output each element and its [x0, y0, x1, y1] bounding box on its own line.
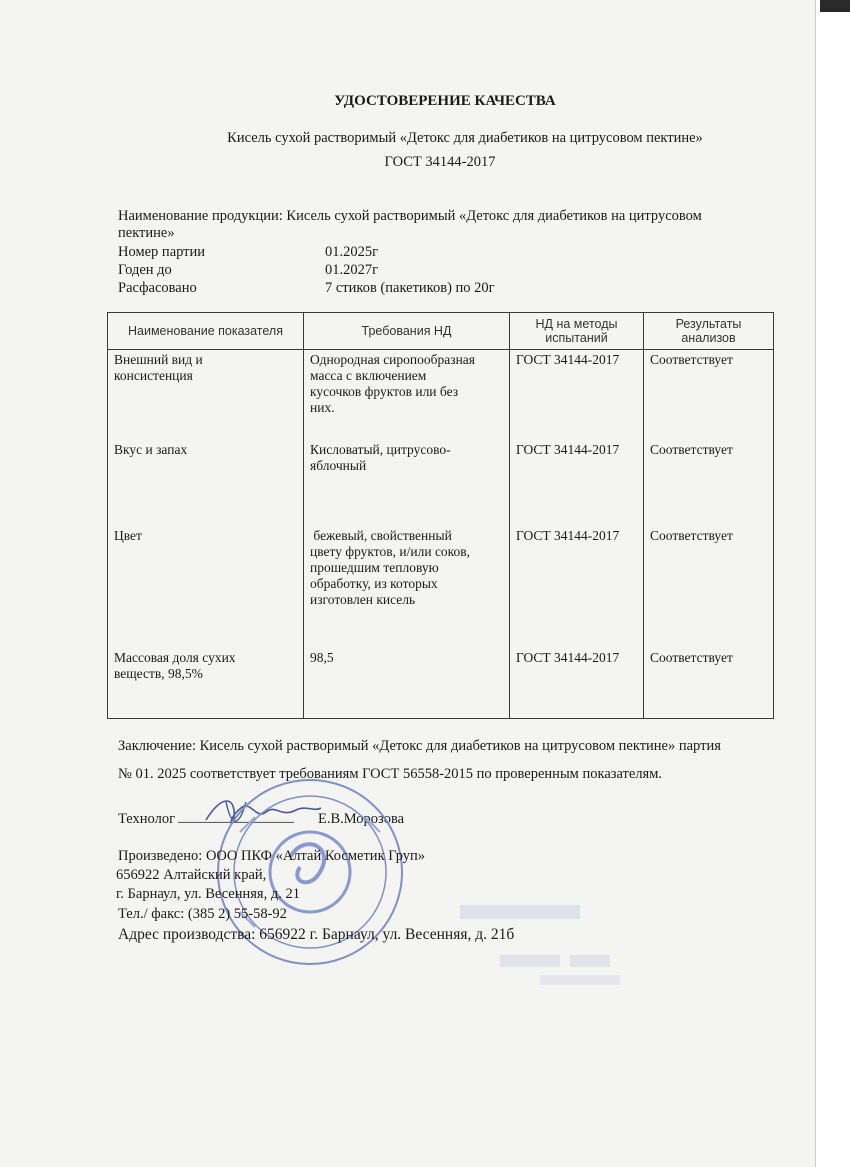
scan-corner: [820, 0, 850, 12]
method-text: ГОСТ 34144-2017: [516, 650, 620, 665]
result-text: Соответствует: [650, 528, 733, 543]
requirement-text: масса с включением: [310, 368, 427, 383]
indicator-text: Вкус и запах: [114, 442, 188, 457]
indicator-text: Внешний вид и: [114, 352, 203, 367]
expiry-value: 01.2027г: [325, 262, 379, 278]
indicator-text: консистенция: [114, 368, 193, 383]
table-header-cell: [644, 313, 774, 350]
header-line: испытаний: [545, 331, 608, 345]
phone-line: Тел./ факс: (385 2) 55-58-92: [118, 906, 287, 922]
document-standard: ГОСТ 34144-2017: [384, 154, 496, 170]
requirement-column: [304, 350, 510, 719]
producer-line: Произведено: ООО ПКФ «Алтай Косметик Груп»: [118, 848, 426, 864]
method-text: ГОСТ 34144-2017: [516, 528, 620, 543]
result-column: [644, 350, 774, 719]
method-column: [510, 350, 644, 719]
indicator-text: веществ, 98,5%: [114, 666, 203, 681]
indicator-text: Цвет: [114, 528, 142, 543]
indicator-text: Массовая доля сухих: [114, 650, 236, 665]
requirement-text: яблочный: [310, 458, 367, 473]
conclusion-line: № 01. 2025 соответствует требованиям ГОСТ 56558-2015 по проверенным показателям.: [118, 766, 663, 782]
method-text: ГОСТ 34144-2017: [516, 352, 620, 367]
signature-line: ________________: [178, 809, 294, 825]
table-body-row: [108, 350, 774, 719]
signer-name: Е.В.Морозова: [318, 811, 405, 827]
product-label: Наименование продукции: Кисель сухой растворимый «Детокс для диабетиков на цитрусовом: [118, 208, 702, 224]
requirement-text: изготовлен кисель: [310, 592, 416, 607]
requirement-text: прошедшим тепловую: [310, 560, 439, 575]
address-line: г. Барнаул, ул. Весенняя, д. 21: [116, 886, 300, 902]
result-text: Соответствует: [650, 352, 733, 367]
requirement-text: 98,5: [310, 650, 334, 665]
signer-role: Технолог: [118, 811, 176, 827]
requirement-text: кусочков фруктов или без: [310, 384, 459, 399]
requirement-text: Однородная сиропообразная: [310, 352, 476, 367]
requirement-text: Кисловатый, цитрусово-: [310, 442, 451, 457]
document-title: УДОСТОВЕРЕНИЕ КАЧЕСТВА: [334, 93, 556, 109]
expiry-label: Годен до: [118, 262, 172, 278]
conclusion-line: Заключение: Кисель сухой растворимый «Детокс для диабетиков на цитрусовом пектине» партия: [118, 738, 721, 754]
header-line: НД на методы: [535, 317, 618, 331]
requirement-text: них.: [310, 400, 335, 415]
header-line: анализов: [681, 331, 736, 345]
header-line: Результаты: [675, 317, 742, 331]
requirement-text: цвету фруктов, и/или соков,: [310, 544, 471, 559]
page-edge: [815, 0, 850, 1167]
batch-value: 01.2025г: [325, 244, 379, 260]
method-text: ГОСТ 34144-2017: [516, 442, 620, 457]
quality-table: [107, 312, 774, 719]
faint-bleedthrough-stamp: [440, 895, 690, 1005]
document-subtitle: Кисель сухой растворимый «Детокс для диабетиков на цитрусовом пектине»: [227, 130, 703, 146]
requirement-text: бежевый, свойственный: [310, 528, 452, 543]
packed-label: Расфасовано: [118, 280, 197, 296]
table-header-cell: Требования НД: [304, 313, 510, 350]
table-header-row: [108, 313, 774, 350]
packed-value: 7 стиков (пакетиков) по 20г: [325, 280, 495, 296]
result-text: Соответствует: [650, 650, 733, 665]
indicator-column: [108, 350, 304, 719]
address-line: 656922 Алтайский край,: [116, 867, 267, 883]
table-header-cell: Наименование показателя: [108, 313, 304, 350]
table-header-cell: [510, 313, 644, 350]
requirement-text: обработку, из которых: [310, 576, 438, 591]
product-label-cont: пектине»: [118, 225, 175, 241]
production-address: Адрес производства: 656922 г. Барнаул, ул. Весенняя, д. 21б: [118, 926, 515, 943]
result-text: Соответствует: [650, 442, 733, 457]
batch-label: Номер партии: [118, 244, 206, 260]
